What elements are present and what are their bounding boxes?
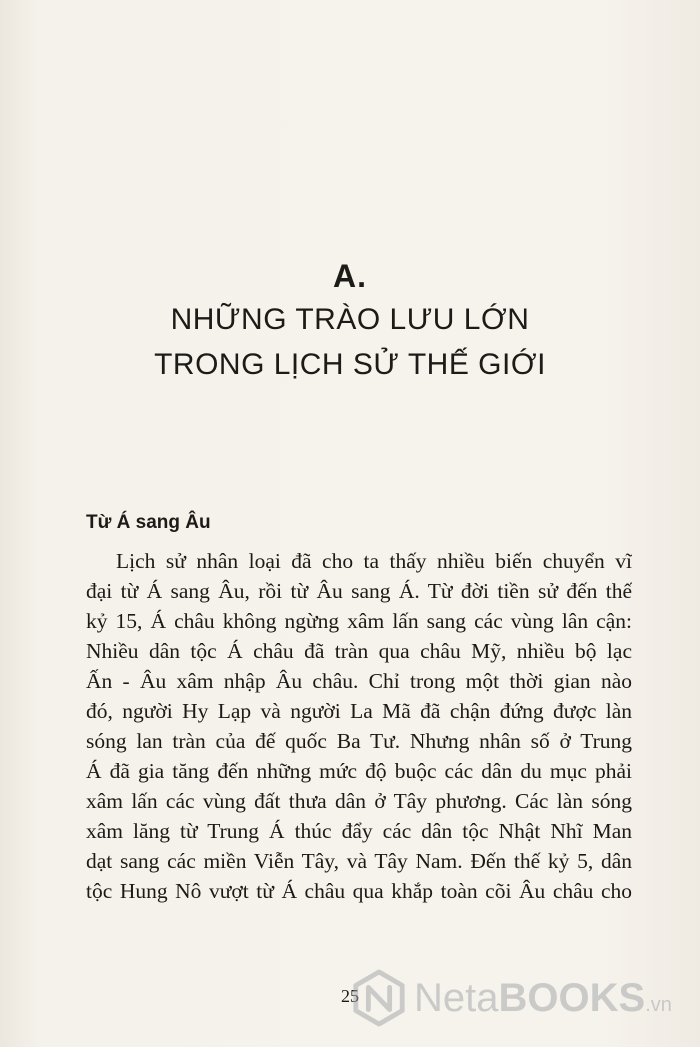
watermark-text [414, 976, 672, 1021]
watermark-brand-suffix: .vn [645, 993, 672, 1016]
chapter-title-line-2: TRONG LỊCH SỬ THẾ GIỚI [154, 348, 546, 381]
watermark-brand-main: Neta [414, 975, 499, 1020]
paragraph-line: Nhiều dân tộc Á châu đã tràn qua châu Mỹ, nhiều bộ lạc [86, 639, 632, 663]
section-heading: Từ Á sang Âu [86, 512, 211, 533]
paragraph-line: sóng lan tràn của đế quốc Ba Tư. Nhưng nhân số ở Trung [86, 729, 632, 753]
page-number: 25 [341, 986, 359, 1006]
paragraph-line: kỷ 15, Á châu không ngừng xâm lấn sang các vùng lân cận: [86, 609, 632, 633]
netabooks-logo-icon [350, 969, 408, 1027]
paragraph-line: đó, người Hy Lạp và người La Mã đã chận đứng được làn [86, 699, 632, 723]
watermark-brand-bold: BOOKS [498, 975, 646, 1020]
paragraph-line: xâm lăng từ Trung Á thúc đẩy các dân tộc Nhật Nhĩ Man [86, 819, 632, 843]
netabooks-watermark [350, 968, 672, 1028]
paragraph-line: Lịch sử nhân loại đã cho ta thấy nhiều biến chuyển vĩ [116, 549, 632, 573]
paragraph-line: xâm lấn các vùng đất thưa dân ở Tây phương. Các làn sóng [86, 789, 632, 813]
body-paragraph [86, 546, 632, 906]
paragraph-line: đại từ Á sang Âu, rồi từ Âu sang Á. Từ đời tiền sử đến thế [86, 579, 632, 603]
chapter-letter: A. [333, 258, 367, 294]
paragraph-line: Ấn - Âu xâm nhập Âu châu. Chỉ trong một thời gian nào [86, 669, 632, 693]
paragraph-line: tộc Hung Nô vượt từ Á châu qua khắp toàn cõi Âu châu cho [86, 879, 632, 903]
chapter-title-line-1: NHỮNG TRÀO LƯU LỚN [170, 303, 530, 336]
paragraph-line: dạt sang các miền Viễn Tây, và Tây Nam. Đến thế kỷ 5, dân [86, 849, 632, 873]
paragraph-line: Á đã gia tăng đến những mức độ buộc các dân du mục phải [86, 759, 632, 783]
